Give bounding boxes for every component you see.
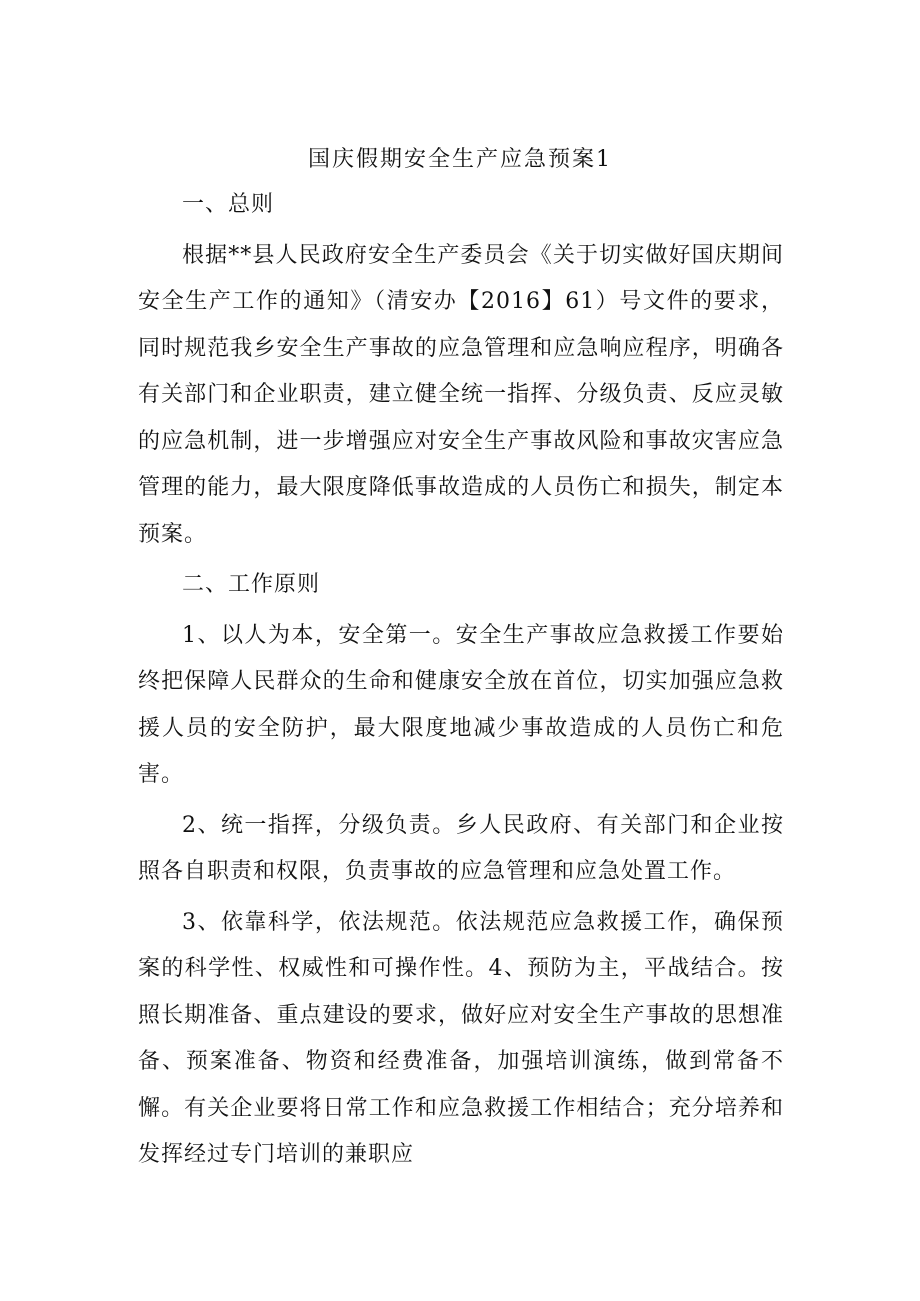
paragraph-principle-1: 1、以人为本，安全第一。安全生产事故应急救援工作要始终把保障人民群众的生命和健康安全放在首位，切实加强应急救援人员的安全防护，最大限度地减少事故造成的人员伤亡和危害。 <box>138 622 784 787</box>
paragraph-principle-2: 2、统一指挥，分级负责。乡人民政府、有关部门和企业按照各自职责和权限，负责事故的应急管理和应急处置工作。 <box>138 812 784 884</box>
paragraph-general: 根据**县人民政府安全生产委员会《关于切实做好国庆期间安全生产工作的通知》（清安办【2016】61）号文件的要求，同时规范我乡安全生产事故的应急管理和应急响应程序，明确各有关部门和企业职责，建立健全统一指挥、分级负责、反应灵敏的应急机制，进一步增强应对安全生产事故风险和事故灾害应急管理的能力，最大限度降低事故造成的人员伤亡和损失，制定本预案。 <box>138 242 784 547</box>
document-body <box>138 182 784 1179</box>
document-title: 国庆假期安全生产应急预案1 <box>308 147 612 172</box>
section-heading-principles: 二、工作原则 <box>182 572 321 597</box>
section-heading-general: 一、总则 <box>182 192 275 217</box>
paragraph-principle-3-4: 3、依靠科学，依法规范。依法规范应急救援工作，确保预案的科学性、权威性和可操作性。4、预防为主，平战结合。按照长期准备、重点建设的要求，做好应对安全生产事故的思想准备、预案准备、物资和经费准备，加强培训演练，做到常备不懈。有关企业要将日常工作和应急救援工作相结合；充分培养和发挥经过专门培训的兼职应 <box>138 909 784 1167</box>
